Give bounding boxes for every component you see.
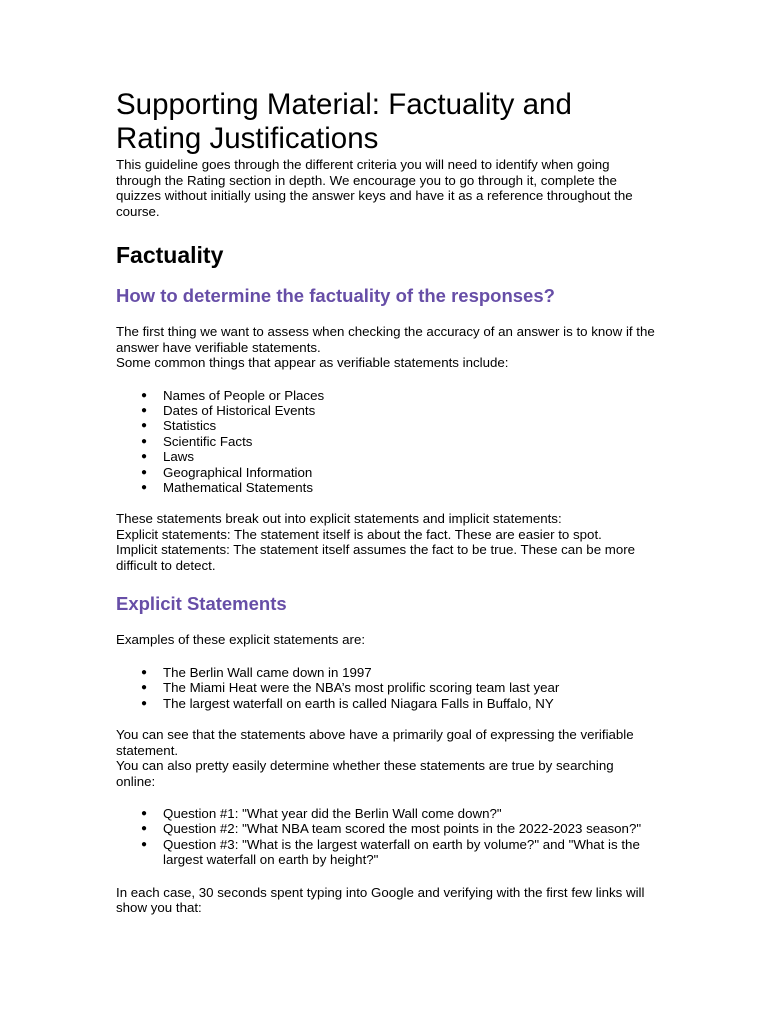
list-item-text: Names of People or Places (163, 387, 325, 403)
list-item (141, 695, 656, 711)
title-line-1: Supporting Material: Factuality and (116, 88, 572, 121)
bullet-icon: ● (141, 451, 148, 463)
bullet-icon: ● (141, 435, 148, 447)
bullet-icon: ● (141, 404, 148, 416)
list-item (141, 680, 656, 696)
explicit-examples-list (116, 665, 656, 711)
list-item (141, 821, 656, 837)
list-item-text: The Berlin Wall came down in 1997 (163, 664, 372, 680)
bullet-icon: ● (141, 823, 148, 835)
list-item-text: Mathematical Statements (163, 479, 314, 495)
paragraph-explicit-examples: Examples of these explicit statements are: (116, 632, 366, 648)
intro-paragraph: This guideline goes through the different criteria you will need to identify when going through the Rating section in depth. We encourage you to go through it, complete the quizzes without initially using the answer keys and have it as a reference throughout the course. (116, 157, 633, 219)
list-item (141, 479, 656, 495)
list-item-text: Question #3: "What is the largest waterfall on earth by volume?" and "What is the largest waterfall on earth by height?" (163, 836, 640, 868)
list-item (141, 464, 656, 480)
paragraph-accuracy-line-1: The first thing we want to assess when checking the accuracy of an answer is to know if the answer have verifiable statements. (116, 324, 655, 355)
bullet-icon: ● (141, 838, 148, 850)
list-item (141, 664, 656, 680)
bullet-icon: ● (141, 666, 148, 678)
section-heading-factuality: Factuality (116, 242, 224, 268)
bullet-icon: ● (141, 682, 148, 694)
list-item (141, 387, 656, 403)
subsection-heading-explicit-statements: Explicit Statements (116, 593, 287, 615)
list-item-text: Laws (163, 449, 195, 465)
title-line-2: Rating Justifications (116, 122, 379, 155)
paragraph-verify-line-2: You can also pretty easily determine whether these statements are true by searching online: (116, 758, 614, 789)
bullet-icon: ● (141, 697, 148, 709)
list-item-text: Statistics (163, 418, 217, 434)
questions-list (116, 806, 656, 868)
paragraph-statement-types-line-2: Explicit statements: The statement itself is about the fact. These are easier to spot. (116, 526, 602, 542)
bullet-icon: ● (141, 420, 148, 432)
list-item-text: The largest waterfall on earth is called Niagara Falls in Buffalo, NY (163, 695, 554, 711)
bullet-icon: ● (141, 389, 148, 401)
paragraph-search-result: In each case, 30 seconds spent typing into Google and verifying with the first few links will show you that: (116, 884, 645, 916)
bullet-icon: ● (141, 466, 148, 478)
list-item (141, 418, 656, 434)
bullet-icon: ● (141, 481, 148, 493)
list-item-text: Dates of Historical Events (163, 402, 316, 418)
bullet-icon: ● (141, 808, 148, 820)
list-item (141, 836, 656, 868)
subsection-heading-how-to-determine: How to determine the factuality of the responses? (116, 285, 555, 306)
paragraph-statement-types-line-1: These statements break out into explicit statements and implicit statements: (116, 511, 562, 527)
document-page (116, 88, 656, 916)
list-item-text: Geographical Information (163, 464, 313, 480)
list-item (141, 433, 656, 449)
list-item (141, 402, 656, 418)
list-item-text: The Miami Heat were the NBA’s most prolific scoring team last year (163, 680, 560, 696)
list-item (141, 806, 656, 822)
paragraph-statement-types-line-3: Implicit statements: The statement itself assumes the fact to be true. These can be more difficult to detect. (116, 542, 636, 573)
list-item-text: Question #2: "What NBA team scored the most points in the 2022-2023 season?" (163, 821, 642, 837)
list-item-text: Scientific Facts (163, 433, 253, 449)
verifiable-statements-list (116, 388, 656, 496)
document-title (116, 88, 656, 156)
list-item-text: Question #1: "What year did the Berlin Wall come down?" (163, 806, 502, 822)
paragraph-verify-line-1: You can see that the statements above have a primarily goal of expressing the verifiable statement. (116, 727, 634, 758)
paragraph-accuracy-line-2: Some common things that appear as verifiable statements include: (116, 355, 509, 370)
list-item (141, 449, 656, 465)
